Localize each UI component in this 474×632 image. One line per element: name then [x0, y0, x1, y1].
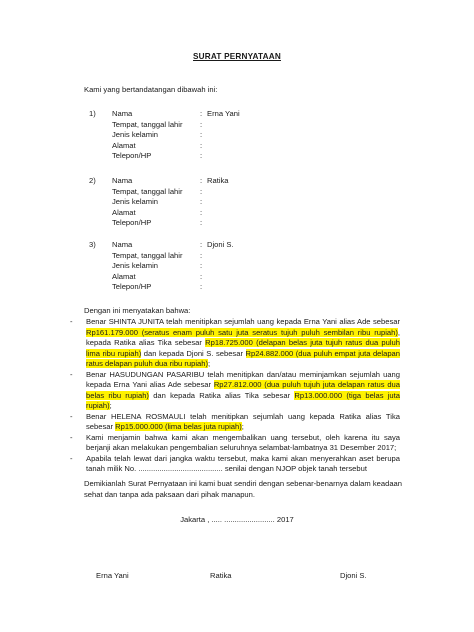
closing-paragraph: Demikianlah Surat Pernyataan ini kami buat sendiri dengan sebenar-benarnya dalam keadaan sehat dan tanpa ada paksaan dari pihak manapun. — [84, 479, 402, 499]
highlighted-amount: Rp24.882.000 (dua puluh empat juta delapan ratus delapan puluh dua ribu rupiah) — [86, 348, 400, 368]
declaration-item — [70, 412, 400, 433]
place-date: Jakarta , ..... ........................ 2017 — [180, 515, 294, 524]
declaration-heading: Dengan ini menyatakan bahwa: — [84, 306, 191, 315]
field-label: Telepon/HP — [112, 218, 152, 228]
item-text: dan kepada Djoni S. sebesar — [141, 348, 246, 358]
field-colon: : — [200, 176, 203, 185]
field-label: Tempat, tanggal lahir — [112, 186, 183, 196]
field-colon: : — [200, 250, 203, 260]
item-text: Benar HELENA ROSMAULI telah menitipkan sejumlah uang kepada Ratika alias Tika sebesar — [86, 411, 400, 431]
item-text: ; — [109, 401, 112, 410]
field-colon: : — [200, 197, 203, 207]
signatory-name: Erna Yani — [96, 571, 129, 580]
field-colon: : — [200, 186, 203, 196]
field-colon: : — [200, 207, 203, 217]
field-label: Telepon/HP — [112, 282, 152, 292]
field-colon: : — [200, 271, 203, 281]
list-dash: - — [70, 369, 73, 379]
field-label: Jenis kelamin — [112, 197, 159, 207]
list-dash: - — [70, 411, 73, 421]
field-colon: : — [200, 282, 203, 292]
party-number: 3) — [89, 240, 96, 249]
highlighted-amount: Rp18.725.000 (delapan belas juta tujuh ratus dua puluh lima ribu rupiah) — [86, 338, 400, 358]
field-label: Nama — [112, 176, 133, 185]
field-colon: : — [200, 119, 203, 129]
field-value: Erna Yani — [207, 109, 240, 118]
field-label: Nama — [112, 240, 133, 249]
field-label: Alamat — [112, 207, 136, 217]
field-label: Jenis kelamin — [112, 261, 159, 271]
item-text: , kepada Ratika alias Tika sebesar — [86, 327, 400, 347]
field-label: Nama — [112, 109, 133, 118]
item-text: Benar HASUDUNGAN PASARIBU telah menitipkan dan/atau meminjamkan sejumlah uang kepada Erna Yani alias Ade sebesar — [86, 369, 400, 389]
field-colon: : — [200, 240, 203, 249]
field-label: Tempat, tanggal lahir — [112, 119, 183, 129]
field-label: Tempat, tanggal lahir — [112, 250, 183, 260]
highlighted-amount: Rp15.000.000 (lima belas juta rupiah) — [115, 422, 242, 431]
list-dash: - — [70, 453, 73, 463]
intro-text: Kami yang bertandatangan dibawah ini: — [84, 85, 218, 94]
field-label: Alamat — [112, 140, 136, 150]
party-number: 1) — [89, 109, 96, 118]
field-value: Djoni S. — [207, 240, 234, 249]
signatory-name: Djoni S. — [340, 571, 367, 580]
field-colon: : — [200, 218, 203, 228]
list-dash: - — [70, 317, 73, 326]
highlighted-amount: Rp13.000.000 (tiga belas juta rupiah) — [86, 390, 400, 410]
field-colon: : — [200, 261, 203, 271]
item-text: ; — [208, 359, 211, 368]
item-text: dan kepada Ratika alias Tika sebesar — [148, 390, 295, 400]
declaration-item — [70, 433, 400, 454]
party-number: 2) — [89, 176, 96, 185]
item-text: ; — [241, 422, 244, 431]
field-colon: : — [200, 140, 203, 150]
declaration-item — [70, 370, 400, 412]
field-label: Jenis kelamin — [112, 130, 159, 140]
declaration-item — [70, 454, 400, 475]
item-text: Apabila telah lewat dari jangka waktu tersebut, maka kami akan menyerahkan aset berupa tanah milik No. ........................................ senilai dengan NJOP objek tanah tersebut — [86, 453, 400, 473]
list-dash: - — [70, 432, 73, 442]
item-text: Kami menjamin bahwa kami akan mengembalikan uang tersebut, oleh karena itu saya berjanji akan melakukan pengembalian seluruhnya selambat-lambatnya 31 Desember 2017; — [86, 432, 400, 452]
field-colon: : — [200, 109, 203, 118]
field-label: Alamat — [112, 271, 136, 281]
declaration-item — [70, 317, 400, 370]
field-label: Telepon/HP — [112, 151, 152, 161]
highlighted-amount: Rp161.179.000 (seratus enam puluh satu juta seratus tujuh puluh sembilan ribu rupiah) — [86, 327, 398, 337]
page-title: SURAT PERNYATAAN — [193, 52, 281, 61]
field-colon: : — [200, 151, 203, 161]
field-value: Ratika — [207, 176, 229, 185]
field-colon: : — [200, 130, 203, 140]
item-text: Benar SHINTA JUNITA telah menitipkan sejumlah uang kepada Erna Yani alias Ade sebesar — [86, 317, 400, 326]
declaration-list — [70, 317, 400, 475]
signatory-name: Ratika — [210, 571, 232, 580]
highlighted-amount: Rp27.812.000 (dua puluh tujuh juta delapan ratus dua belas ribu rupiah) — [86, 380, 400, 400]
